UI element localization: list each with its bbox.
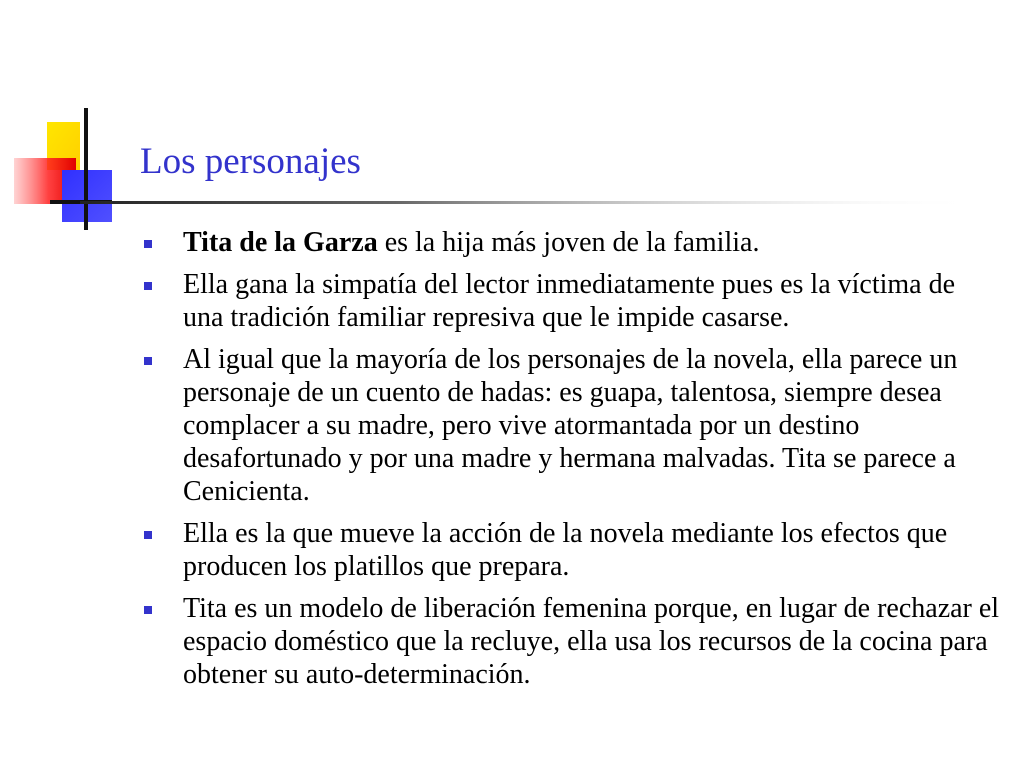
title-underline [80,197,980,209]
list-item [140,268,1000,334]
square-bullet-icon [144,531,152,539]
slide-title: Los personajes [140,141,361,182]
bullet-text: Ella es la que mueve la acción de la novela mediante los efectos que producen los platillos que prepara. [183,518,948,582]
list-item [140,517,1000,583]
list-item [140,592,1000,691]
decorative-squares-logo [0,100,160,240]
bullet-text: Tita es un modelo de liberación femenina porque, en lugar de rechazar el espacio doméstico que la recluye, ella usa los recursos de la cocina para obtener su auto-determinación. [183,593,1000,690]
bullet-bold-lead: Tita de la Garza [183,227,378,258]
square-bullet-icon [144,606,152,614]
square-bullet-icon [144,357,152,365]
bullet-text: Ella gana la simpatía del lector inmediatamente pues es la víctima de una tradición familiar represiva que le impide casarse. [183,269,956,333]
list-item [140,226,1000,259]
list-item [140,343,1000,508]
bullet-text: Al igual que la mayoría de los personajes de la novela, ella parece un personaje de un cuento de hadas: es guapa, talentosa, siempre desea complacer a su madre, pero vive atormantada por un destino desafortunado y por una madre y hermana malvadas. Tita se parece a Cenicienta. [183,344,958,507]
square-bullet-icon [144,282,152,290]
bullet-text: es la hija más joven de la familia. [377,227,760,258]
bullet-list [140,226,1000,700]
square-bullet-icon [144,240,152,248]
